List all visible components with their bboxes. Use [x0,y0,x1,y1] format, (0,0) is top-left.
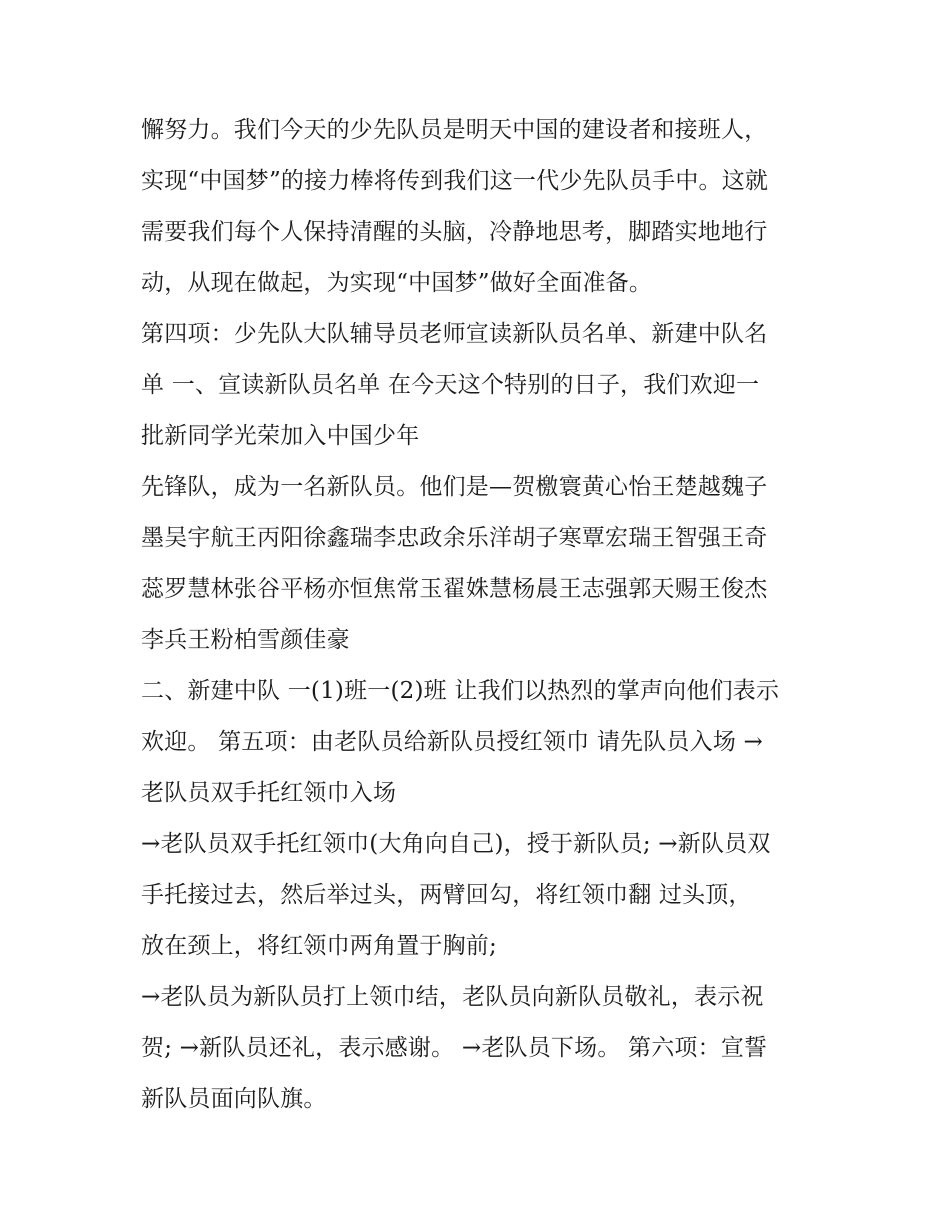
text-line: 墨吴宇航王丙阳徐鑫瑞李忠政余乐洋胡子寒覃宏瑞王智强王奇 [141,525,768,551]
text-line: →老队员为新队员打上领巾结，老队员向新队员敬礼，表示祝 [141,984,764,1010]
text-line: 单 一、宣读新队员名单 在今天这个特别的日子，我们欢迎一 [141,372,760,398]
text-line: 蕊罗慧林张谷平杨亦恒焦常玉翟姝慧杨晨王志强郭天赐王俊杰 [141,576,768,602]
text-line: 批新同学光荣加入中国少年 [141,423,420,449]
text-line: 贺; →新队员还礼，表示感谢。 →老队员下场。 第六项：宣誓 [141,1035,768,1061]
text-line: 放在颈上，将红领巾两角置于胸前; [141,933,497,959]
text-line: 李兵王粉柏雪颜佳豪 [141,627,350,653]
text-line: 需要我们每个人保持清醒的头脑，冷静地思考，脚踏实地地行 [141,219,768,245]
text-line: →老队员双手托红领巾(大角向自己)，授于新队员; →新队员双 [141,831,771,857]
text-line: 老队员双手托红领巾入场 [141,780,397,806]
text-line: 新队员面向队旗。 [141,1086,327,1112]
text-line: 实现“中国梦”的接力棒将传到我们这一代少先队员手中。这就 [141,168,769,194]
text-line: 手托接过去，然后举过头，两臂回勾，将红领巾翻 过头顶， [141,882,752,908]
text-line: 欢迎。 第五项：由老队员给新队员授红领巾 请先队员入场 → [141,729,764,755]
text-line: 第四项：少先队大队辅导员老师宣读新队员名单、新建中队名 [141,321,768,347]
text-line: 动，从现在做起，为实现“中国梦”做好全面准备。 [141,270,653,296]
document-body [141,105,813,1125]
text-line: 懈努力。我们今天的少先队员是明天中国的建设者和接班人， [141,117,768,143]
text-line: 先锋队，成为一名新队员。他们是—贺檄寰黄心怡王楚越魏子 [141,474,768,500]
text-line: 二、新建中队 一(1)班一(2)班 让我们以热烈的掌声向他们表示 [141,678,780,704]
